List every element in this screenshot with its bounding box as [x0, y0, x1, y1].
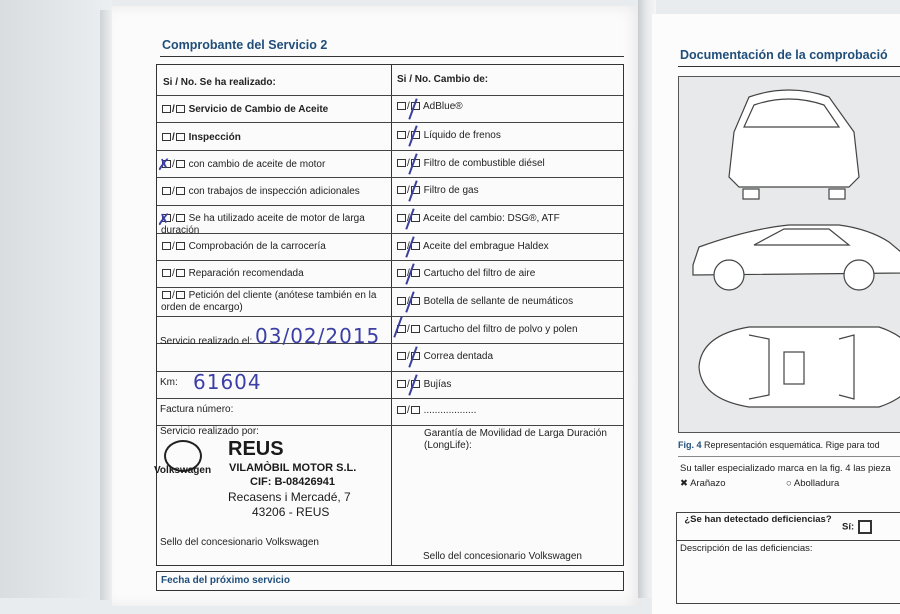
title-rule: [160, 56, 624, 57]
deficiency-yes[interactable]: Sí:: [842, 520, 873, 534]
circle-icon: ○: [786, 478, 792, 489]
stamp-brand: Volkswagen: [154, 465, 212, 476]
right-row-6[interactable]: Aceite del embrague Haldex: [396, 241, 549, 252]
service-by-label: Servicio realizado por:: [160, 426, 259, 437]
handwritten-x: ✗: [157, 210, 171, 229]
stamp-street: Recasens i Mercadé, 7: [228, 490, 351, 504]
invoice-label: Factura número:: [160, 404, 234, 415]
left-row-1[interactable]: / Servicio de Cambio de Aceite: [161, 104, 328, 115]
row-line: [157, 260, 623, 261]
column-divider: [391, 65, 392, 565]
row-line: [157, 398, 623, 399]
caption-rule: [678, 456, 900, 457]
km-label: Km:: [160, 377, 178, 388]
dealer-seal-label-left: Sello del concesionario Volkswagen: [160, 537, 319, 548]
left-row-7[interactable]: / Reparación recomendada: [161, 268, 304, 279]
right-row-9[interactable]: / Cartucho del filtro de polvo y polen: [396, 324, 578, 335]
km-value[interactable]: 61604: [193, 370, 262, 394]
desk-background: [0, 0, 112, 598]
stamp-cif: CIF: B-08426941: [250, 476, 335, 488]
handwritten-x: ✗: [157, 155, 171, 174]
left-row-4[interactable]: / con trabajos de inspección adicionales: [161, 186, 360, 197]
row-line: [157, 150, 623, 151]
left-row-3[interactable]: / con cambio de aceite de motor: [161, 159, 325, 170]
row-line: [157, 316, 623, 317]
left-row-8[interactable]: / Petición del cliente (anótese también en la orden de encargo): [161, 290, 377, 313]
row-line: [157, 287, 623, 288]
instruction-text: Su taller especializado marca en la fig. 4 las pieza: [680, 463, 891, 474]
row-line: [157, 122, 623, 123]
right-title-rule: [678, 66, 900, 67]
car-schematic-icon: [679, 77, 900, 432]
car-diagram-figure: [678, 76, 900, 433]
right-row-10[interactable]: / Correa dentada: [396, 351, 493, 362]
checkbox-icon[interactable]: [858, 520, 872, 534]
figure-caption: Fig. 4 Representación esquemática. Rige para tod: [678, 440, 880, 450]
right-row-7[interactable]: Cartucho del filtro de aire: [396, 268, 535, 279]
right-page-title: Documentación de la comprobació: [680, 48, 888, 62]
right-row-5[interactable]: Aceite del cambio: DSG®, ATF: [396, 213, 560, 224]
next-service-label: Fecha del próximo servicio: [161, 575, 290, 586]
legend-dent: ○ Abolladura: [786, 478, 840, 489]
row-line: [157, 205, 623, 206]
row-line: [157, 177, 623, 178]
left-row-5[interactable]: / Se ha utilizado aceite de motor de larga duración: [161, 213, 365, 236]
right-column-header: Si / No. Cambio de:: [397, 74, 489, 85]
stamp-name: REUS: [228, 438, 284, 460]
right-row-4[interactable]: / Filtro de gas: [396, 185, 479, 196]
legend-scratch: ✖ Arañazo: [680, 478, 726, 489]
row-line: [157, 95, 623, 96]
dealer-seal-label-right: Sello del concesionario Volkswagen: [423, 551, 582, 562]
x-icon: ✖: [680, 478, 688, 489]
left-column-header: Si / No. Se ha realizado:: [163, 77, 276, 88]
service-date-value[interactable]: 03/02/2015: [255, 324, 381, 348]
stamp-company: VILAMÒBIL MOTOR S.L.: [229, 462, 357, 474]
deficiency-question: ¿Se han detectado deficiencias?: [684, 514, 832, 525]
mobility-guarantee-label: Garantía de Movilidad de Larga Duración (LongLife):: [424, 428, 607, 451]
service-date-label: Servicio realizado el:: [160, 336, 253, 347]
deficiency-description-label: Descripción de las deficiencias:: [680, 543, 813, 554]
right-row-2[interactable]: / Líquido de frenos: [396, 130, 501, 141]
left-row-6[interactable]: / Comprobación de la carrocería: [161, 241, 326, 252]
right-row-1[interactable]: / AdBlue®: [396, 101, 463, 112]
right-row-3[interactable]: / Filtro de combustible diésel: [396, 158, 545, 169]
page-title: Comprobante del Servicio 2: [162, 38, 328, 52]
stamp-city: 43206 - REUS: [252, 505, 330, 519]
left-row-2[interactable]: / Inspección: [161, 132, 241, 143]
right-row-12[interactable]: / ...................: [396, 405, 476, 416]
right-row-8[interactable]: Botella de sellante de neumáticos: [396, 296, 573, 307]
deficiency-rule: [676, 540, 900, 541]
right-row-11[interactable]: / Bujías: [396, 379, 451, 390]
